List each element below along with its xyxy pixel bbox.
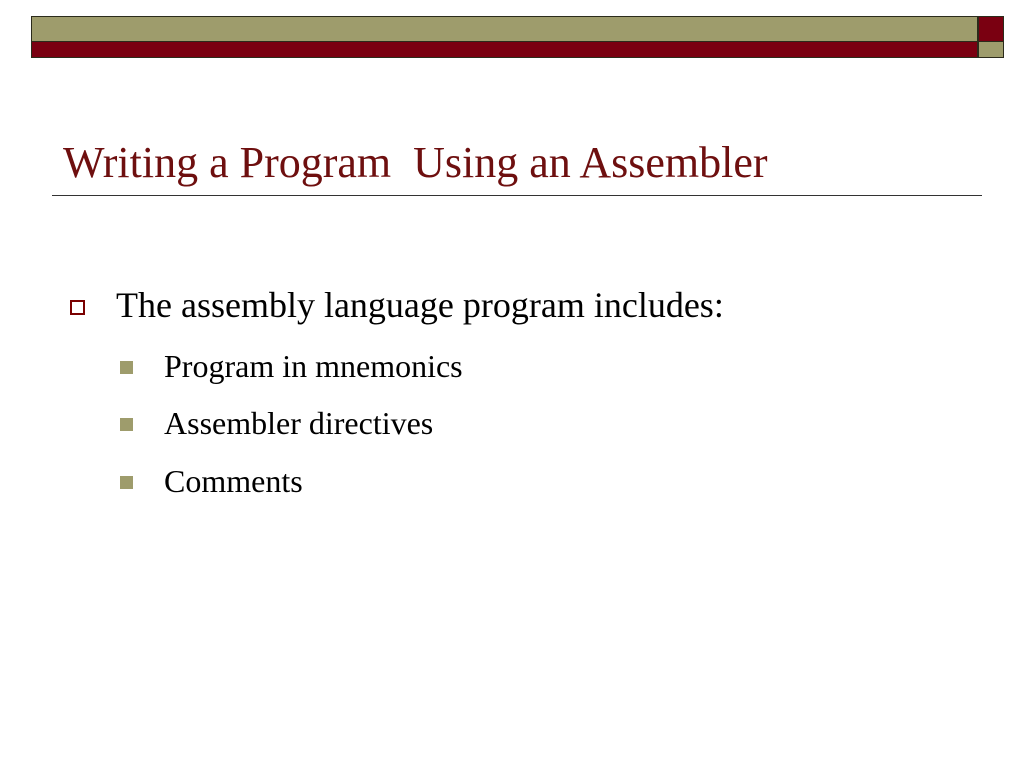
sub-bullet-item	[120, 405, 433, 441]
filled-square-bullet-icon	[120, 361, 133, 374]
title-divider	[52, 195, 982, 196]
hollow-square-bullet-icon	[70, 300, 85, 315]
sub-bullet-text: Assembler directives	[164, 404, 434, 441]
slide-title: Writing a Program Using an Assembler	[63, 138, 768, 187]
sub-bullet-item	[120, 463, 303, 499]
sub-bullet-text: Program in mnemonics	[164, 347, 463, 384]
sub-bullet-text: Comments	[164, 462, 303, 499]
bullet-text: The assembly language program includes:	[116, 285, 724, 325]
header-corner-olive	[978, 42, 1004, 58]
header-corner-maroon	[978, 16, 1004, 42]
filled-square-bullet-icon	[120, 476, 133, 489]
bullet-item	[70, 283, 724, 327]
header-band-olive	[31, 16, 978, 42]
sub-bullet-item	[120, 348, 463, 384]
header-band-maroon	[31, 42, 978, 58]
filled-square-bullet-icon	[120, 418, 133, 431]
